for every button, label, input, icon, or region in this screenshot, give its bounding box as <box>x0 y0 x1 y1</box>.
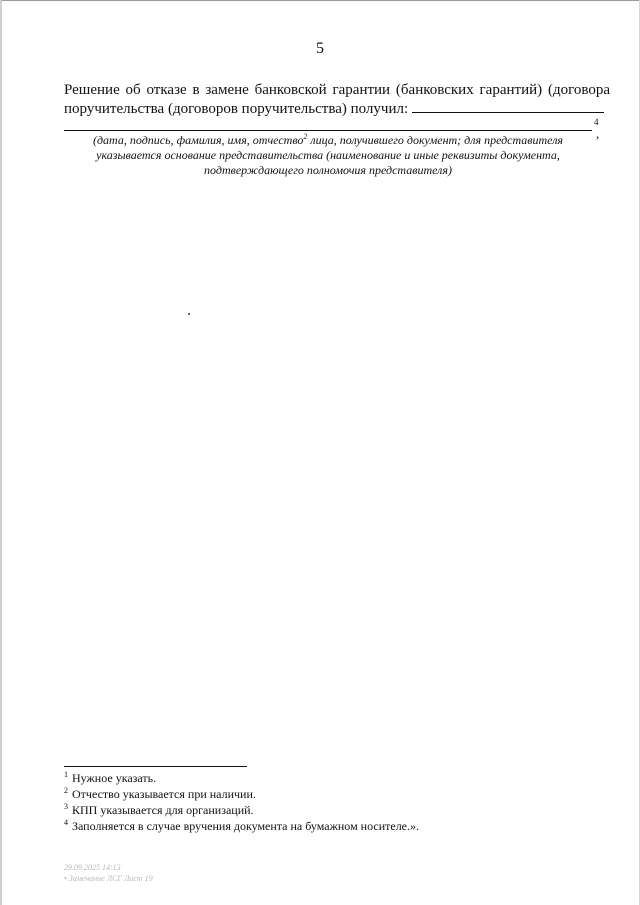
footnote-1 <box>64 770 604 786</box>
signature-caption-part1: (дата, подпись, фамилия, имя, отчество <box>92 133 304 147</box>
footnotes <box>64 770 604 834</box>
footnote-text: Отчество указывается при наличии. <box>72 787 256 801</box>
stamp-line-1: 29.09.2025 14:13 <box>64 863 121 872</box>
scan-speck <box>188 313 190 315</box>
footnote-4 <box>64 818 604 834</box>
footnote-number: 3 <box>64 802 68 811</box>
stamp-line-2: • Замечание ЛСГ Лист 19 <box>64 874 153 883</box>
signature-caption <box>64 133 592 178</box>
document-stamp <box>64 862 153 884</box>
decision-line-1: Решение об отказе в замене банковской гарантии (банковских гарантий) (договора <box>64 82 610 98</box>
signature-footnote-ref: 4 <box>594 117 599 127</box>
decision-line-2-text: поручительства (договоров поручительства) получил: <box>64 101 409 117</box>
footnote-rule <box>64 766 247 767</box>
signature-caption-sup: 2 <box>303 132 308 141</box>
footnote-2 <box>64 786 604 802</box>
decision-line-2 <box>64 100 610 119</box>
decision-paragraph <box>64 81 610 119</box>
footnote-text: КПП указывается для организаций. <box>72 803 254 817</box>
scan-edge-left <box>0 0 2 905</box>
scan-edge-top <box>0 0 640 1</box>
footnote-3 <box>64 802 604 818</box>
signature-caption-part2: лица, получившего документ; для представителя указывается основание представительства (наименование и иные реквизиты документа, подтверждающего полномочия представителя) <box>96 133 564 177</box>
footnote-number: 2 <box>64 786 68 795</box>
signature-line <box>64 130 592 131</box>
recipient-fill-line <box>412 100 604 113</box>
footnote-text: Заполняется в случае вручения документа на бумажном носителе.». <box>72 819 420 833</box>
footnote-text: Нужное указать. <box>72 771 157 785</box>
footnote-number: 4 <box>64 818 68 827</box>
footnote-number: 1 <box>64 770 68 779</box>
signature-comma: , <box>596 126 600 141</box>
page-number: 5 <box>316 40 324 57</box>
